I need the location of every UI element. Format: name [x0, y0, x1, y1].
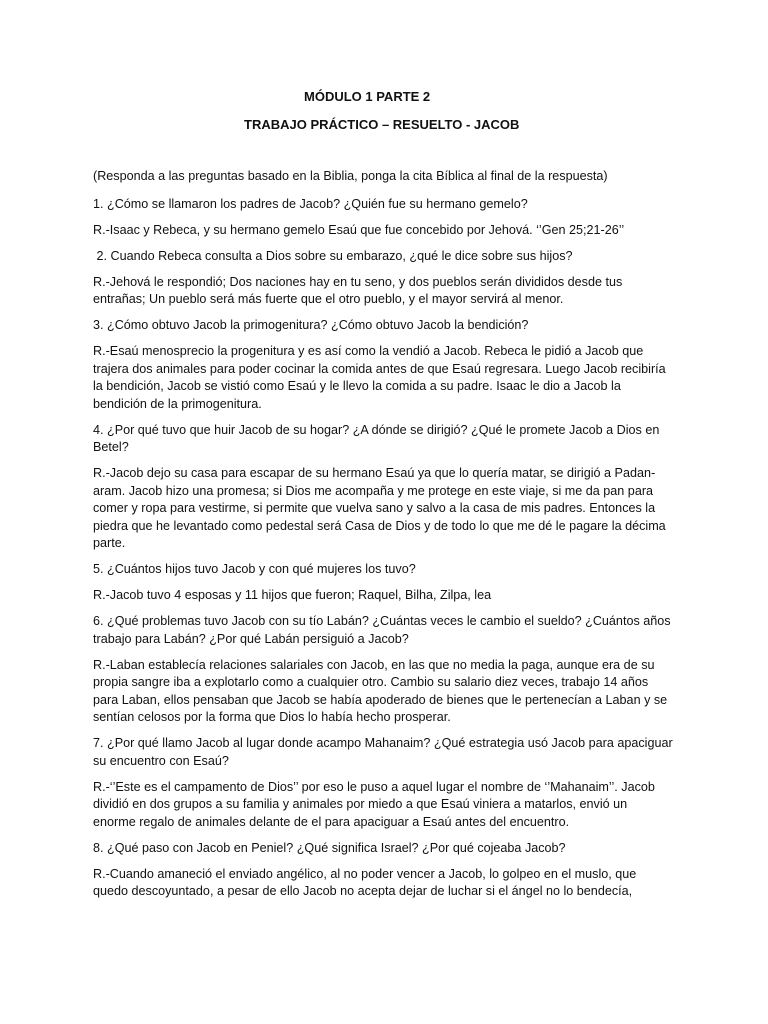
question-3: 3. ¿Cómo obtuvo Jacob la primogenitura? ¿Cómo obtuvo Jacob la bendición? [93, 318, 529, 332]
question-8: 8. ¿Qué paso con Jacob en Peniel? ¿Qué significa Israel? ¿Por qué cojeaba Jacob? [93, 840, 566, 855]
document-subtitle: TRABAJO PRÁCTICO – RESUELTO - JACOB [244, 117, 520, 132]
answer-1: R.-Isaac y Rebeca, y su hermano gemelo Esaú que fue concebido por Jehová. ‘’Gen 25;21-26’’ [93, 222, 625, 237]
question-4: 4. ¿Por qué tuvo que huir Jacob de su hogar? ¿A dónde se dirigió? ¿Qué le promete Jacob a Dios en Betel? [93, 422, 660, 454]
question-5: 5. ¿Cuántos hijos tuvo Jacob y con qué mujeres los tuvo? [93, 562, 416, 576]
question-7: 7. ¿Por qué llamo Jacob al lugar donde acampo Mahanaim? ¿Qué estrategia usó Jacob para apaciguar su encuentro con Esaú? [93, 736, 673, 768]
answer-5: R.-Jacob tuvo 4 esposas y 11 hijos que fueron; Raquel, Bilha, Zilpa, lea [93, 588, 492, 602]
instructions-paragraph: (Responda a las preguntas basado en la Biblia, ponga la cita Bíblica al final de la respuesta) [93, 169, 608, 183]
question-2: 2. Cuando Rebeca consulta a Dios sobre su embarazo, ¿qué le dice sobre sus hijos? [93, 248, 573, 263]
answer-6: R.-Laban establecía relaciones salariales con Jacob, en las que no media la paga, aunque era de su propia sangre iba a explotarlo como a cualquier otro. Cambio su salario diez veces, trabajo 14 años para Laban, ellos pensaban que Jacob se había apoderado de bienes que le pertenecían a Laban y se sentían celosos por la forma que Dios lo había hecho prosperar. [93, 657, 668, 724]
document-body [93, 168, 673, 909]
document-title: MÓDULO 1 PARTE 2 [304, 89, 431, 104]
answer-4: R.-Jacob dejo su casa para escapar de su hermano Esaú ya que lo quería matar, se dirigió a Padan-aram. Jacob hizo una promesa; si Dios me acompaña y me protege en este viaje, si me da pan para comer y ropa para vestirme, si permite que vuelva sano y salvo a la casa de mis padres. Entonces la piedra que he levantado como pedestal será Casa de Dios y de todo lo que me dé le pagare la décima parte. [93, 466, 666, 550]
answer-8: R.-Cuando amaneció el enviado angélico, al no poder vencer a Jacob, lo golpeo en el muslo, que quedo descoyuntado, a pesar de ello Jacob no acepta dejar de luchar si el ángel no lo bendecía, [93, 866, 637, 898]
question-1: 1. ¿Cómo se llamaron los padres de Jacob? ¿Quién fue su hermano gemelo? [93, 196, 528, 211]
answer-7: R.-‘’Este es el campamento de Dios’’ por eso le puso a aquel lugar el nombre de ‘’Mahanaim’’. Jacob dividió en dos grupos a su familia y animales por miedo a que Esaú viniera a matarlos, envió un enorme regalo de animales delante de el para apaciguar a Esaú antes del encuentro. [93, 779, 655, 829]
answer-2: R.-Jehová le respondió; Dos naciones hay en tu seno, y dos pueblos serán divididos desde tus entrañas; Un pueblo será más fuerte que el otro pueblo, y el mayor servirá al menor. [93, 274, 623, 306]
question-6: 6. ¿Qué problemas tuvo Jacob con su tío Labán? ¿Cuántas veces le cambio el sueldo? ¿Cuántos años trabajo para Labán? ¿Por qué Labán persiguió a Jacob? [93, 614, 671, 646]
answer-3: R.-Esaú menosprecio la progenitura y es así como la vendió a Jacob. Rebeca le pidió a Jacob que trajera dos animales para poder cocinar la comida antes de que Esaú regresara. Luego Jacob recibiría la bendición, Jacob se vistió como Esaú y le llevo la comida a su padre. Isaac le dio a Jacob la bendición de la primogenitura. [93, 344, 666, 411]
